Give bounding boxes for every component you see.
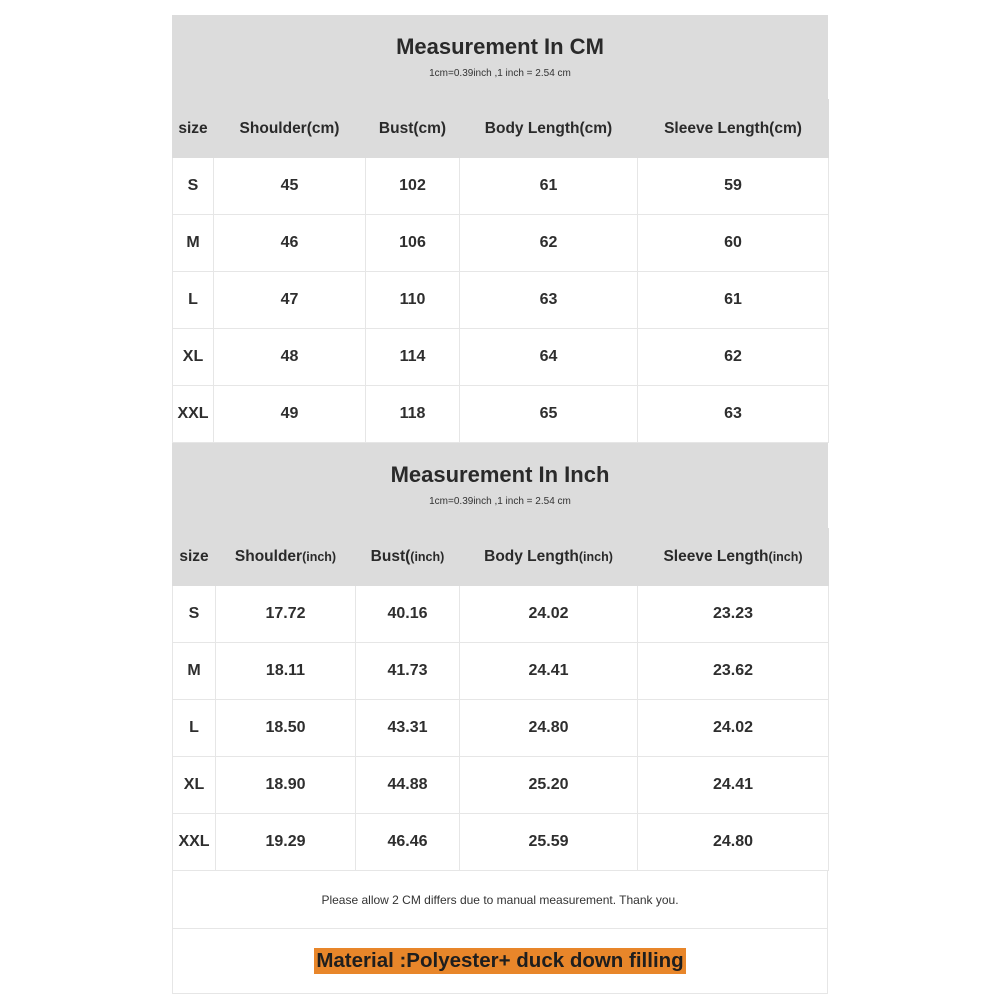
- sleeve-length-cell: 24.80: [638, 814, 829, 871]
- shoulder-cell: 18.50: [216, 700, 356, 757]
- inch-table: [172, 528, 829, 871]
- bust-cell: 114: [366, 329, 460, 386]
- shoulder-cell: 48: [214, 329, 366, 386]
- body-length-cell: 61: [460, 158, 638, 215]
- header-unit: (inch): [768, 550, 803, 564]
- size-chart: [172, 15, 828, 994]
- table-row: [173, 700, 829, 757]
- body-length-cell: 24.02: [460, 586, 638, 643]
- cm-table-header-row: [173, 100, 829, 158]
- sleeve-length-cell: 24.41: [638, 757, 829, 814]
- header-label: Shoulder: [234, 548, 303, 565]
- sleeve-length-cell: 63: [638, 386, 829, 443]
- bust-cell: 106: [366, 215, 460, 272]
- bust-cell: 40.16: [356, 586, 460, 643]
- cm-header-sleeve-length: Sleeve Length(cm): [638, 100, 829, 158]
- shoulder-cell: 45: [214, 158, 366, 215]
- body-length-cell: 24.41: [460, 643, 638, 700]
- size-cell: M: [173, 643, 216, 700]
- cm-header-shoulder: Shoulder(cm): [214, 100, 366, 158]
- inch-table-subtitle: 1cm=0.39inch ,1 inch = 2.54 cm: [429, 496, 571, 507]
- size-cell: S: [173, 158, 214, 215]
- size-cell: XXL: [173, 386, 214, 443]
- bust-cell: 110: [366, 272, 460, 329]
- sleeve-length-cell: 24.02: [638, 700, 829, 757]
- inch-header-shoulder: [216, 529, 356, 586]
- body-length-cell: 24.80: [460, 700, 638, 757]
- table-row: [173, 329, 829, 386]
- header-unit: (inch): [302, 550, 337, 564]
- body-length-cell: 64: [460, 329, 638, 386]
- inch-header-body-length: [460, 529, 638, 586]
- header-unit: (inch): [578, 550, 613, 564]
- shoulder-cell: 49: [214, 386, 366, 443]
- shoulder-cell: 46: [214, 215, 366, 272]
- body-length-cell: 65: [460, 386, 638, 443]
- table-row: [173, 386, 829, 443]
- body-length-cell: 63: [460, 272, 638, 329]
- size-cell: M: [173, 215, 214, 272]
- bust-cell: 44.88: [356, 757, 460, 814]
- shoulder-cell: 18.11: [216, 643, 356, 700]
- size-cell: L: [173, 700, 216, 757]
- inch-header-sleeve-length: [638, 529, 829, 586]
- header-label: Sleeve Length: [663, 548, 769, 565]
- shoulder-cell: 17.72: [216, 586, 356, 643]
- inch-header-size: [173, 529, 216, 586]
- table-row: [173, 643, 829, 700]
- table-row: [173, 586, 829, 643]
- shoulder-cell: 18.90: [216, 757, 356, 814]
- sleeve-length-cell: 60: [638, 215, 829, 272]
- table-row: [173, 158, 829, 215]
- material-label: Material :Polyester+ duck down filling: [316, 949, 684, 972]
- measurement-note: [172, 871, 828, 929]
- cm-header-size: size: [173, 100, 214, 158]
- size-cell: S: [173, 586, 216, 643]
- sleeve-length-cell: 62: [638, 329, 829, 386]
- cm-table-subtitle: 1cm=0.39inch ,1 inch = 2.54 cm: [429, 68, 571, 79]
- cm-header-body-length: Body Length(cm): [460, 100, 638, 158]
- body-length-cell: 62: [460, 215, 638, 272]
- bust-cell: 102: [366, 158, 460, 215]
- body-length-cell: 25.20: [460, 757, 638, 814]
- bust-cell: 118: [366, 386, 460, 443]
- header-label: Body Length: [484, 548, 579, 565]
- size-cell: XL: [173, 757, 216, 814]
- inch-table-header: [172, 443, 828, 528]
- cm-table-header: [172, 15, 828, 99]
- size-cell: L: [173, 272, 214, 329]
- sleeve-length-cell: 61: [638, 272, 829, 329]
- shoulder-cell: 19.29: [216, 814, 356, 871]
- table-row: [173, 814, 829, 871]
- table-row: [173, 215, 829, 272]
- inch-header-bust: [356, 529, 460, 586]
- header-label: Bust(: [370, 548, 411, 565]
- sleeve-length-cell: 23.62: [638, 643, 829, 700]
- cm-table: [172, 99, 829, 443]
- header-unit: (inch): [410, 550, 445, 564]
- header-label: size: [179, 548, 209, 565]
- inch-table-header-row: [173, 529, 829, 586]
- material-row: [172, 929, 828, 994]
- sleeve-length-cell: 23.23: [638, 586, 829, 643]
- size-cell: XL: [173, 329, 214, 386]
- bust-cell: 46.46: [356, 814, 460, 871]
- shoulder-cell: 47: [214, 272, 366, 329]
- size-cell: XXL: [173, 814, 216, 871]
- body-length-cell: 25.59: [460, 814, 638, 871]
- bust-cell: 41.73: [356, 643, 460, 700]
- sleeve-length-cell: 59: [638, 158, 829, 215]
- cm-table-title: Measurement In CM: [396, 34, 604, 59]
- table-row: [173, 757, 829, 814]
- inch-table-title: Measurement In Inch: [390, 462, 610, 487]
- bust-cell: 43.31: [356, 700, 460, 757]
- measurement-note-text: Please allow 2 CM differs due to manual measurement. Thank you.: [321, 892, 679, 907]
- cm-header-bust: Bust(cm): [366, 100, 460, 158]
- table-row: [173, 272, 829, 329]
